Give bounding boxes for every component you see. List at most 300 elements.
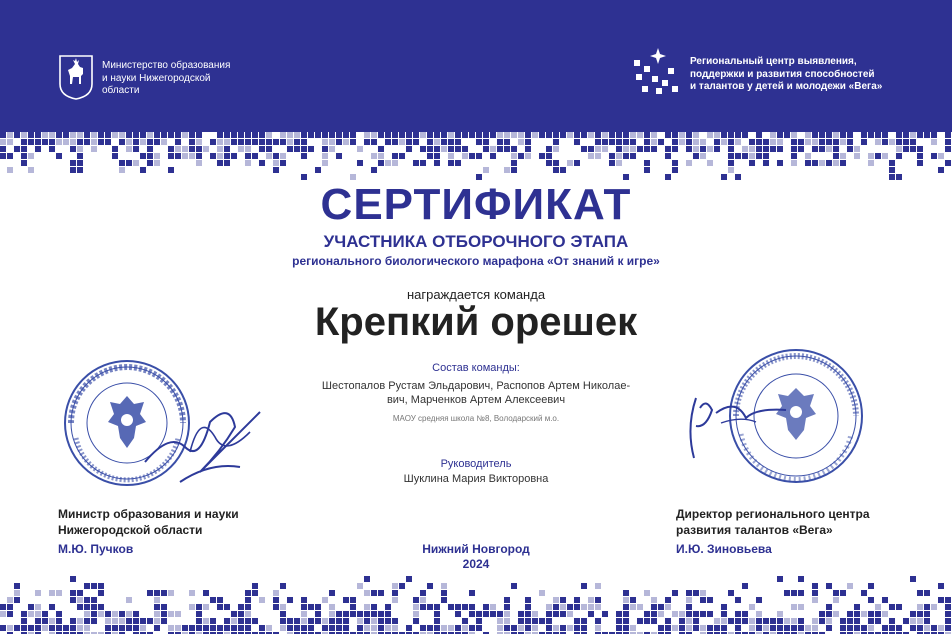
pixel-square <box>504 611 510 617</box>
pixel-square <box>889 604 895 610</box>
pixel-square <box>469 604 475 610</box>
pixel-square <box>189 153 195 159</box>
pixel-square <box>483 611 489 617</box>
pixel-square <box>49 132 55 138</box>
pixel-square <box>175 139 181 145</box>
city-name: Нижний Новгород <box>422 542 530 556</box>
pixel-square <box>406 146 412 152</box>
pixel-square <box>518 139 524 145</box>
pixel-square <box>791 146 797 152</box>
pixel-square <box>819 611 825 617</box>
pixel-square <box>84 618 90 624</box>
pixel-square <box>616 625 622 631</box>
pixel-square <box>98 132 104 138</box>
pixel-square <box>28 625 34 631</box>
pixel-square <box>644 590 650 596</box>
pixel-square <box>847 139 853 145</box>
pixel-square <box>707 611 713 617</box>
pixel-square <box>756 139 762 145</box>
pixel-square <box>175 611 181 617</box>
pixel-square <box>420 625 426 631</box>
pixel-square <box>567 604 573 610</box>
pixel-square <box>252 132 258 138</box>
pixel-square <box>686 597 692 603</box>
pixel-square <box>28 132 34 138</box>
pixel-square <box>175 146 181 152</box>
pixel-square <box>217 625 223 631</box>
pixel-square <box>525 139 531 145</box>
pixel-square <box>161 590 167 596</box>
pixel-square <box>315 611 321 617</box>
pixel-square <box>203 604 209 610</box>
pixel-square <box>84 583 90 589</box>
pixel-square <box>511 146 517 152</box>
pixel-square <box>301 132 307 138</box>
pixel-square <box>693 590 699 596</box>
pixel-square <box>728 139 734 145</box>
pixel-square <box>896 604 902 610</box>
pixel-square <box>7 167 13 173</box>
pixel-square <box>322 597 328 603</box>
pixel-square <box>875 153 881 159</box>
pixel-square <box>112 611 118 617</box>
pixel-square <box>889 625 895 631</box>
pixel-square <box>469 590 475 596</box>
right-signatory-title <box>676 506 870 538</box>
pixel-square <box>308 604 314 610</box>
pixel-square <box>749 618 755 624</box>
pixel-square <box>392 618 398 624</box>
pixel-square <box>182 146 188 152</box>
pixel-square <box>70 597 76 603</box>
pixel-square <box>742 583 748 589</box>
pixel-square <box>798 618 804 624</box>
pixel-square <box>574 604 580 610</box>
pixel-square <box>483 604 489 610</box>
pixel-square <box>602 611 608 617</box>
pixel-square <box>357 625 363 631</box>
vega-logo-block <box>632 46 882 96</box>
pixel-square <box>553 611 559 617</box>
pixel-square <box>77 139 83 145</box>
pixel-square <box>728 146 734 152</box>
pixel-square <box>525 611 531 617</box>
pixel-square <box>140 618 146 624</box>
pixel-square <box>70 146 76 152</box>
pixel-square <box>154 590 160 596</box>
pixel-square <box>343 139 349 145</box>
pixel-square <box>651 146 657 152</box>
pixel-square <box>812 160 818 166</box>
pixel-square <box>70 160 76 166</box>
pixel-square <box>56 153 62 159</box>
pixel-square <box>7 139 13 145</box>
team-name: Крепкий орешек <box>314 300 638 344</box>
pixel-square <box>749 153 755 159</box>
pixel-square <box>350 611 356 617</box>
pixel-square <box>252 618 258 624</box>
pixel-square <box>322 618 328 624</box>
pixel-square <box>623 618 629 624</box>
pixel-square <box>679 618 685 624</box>
pixel-square <box>693 625 699 631</box>
pixel-square <box>833 132 839 138</box>
pixel-square <box>98 611 104 617</box>
pixel-square <box>595 618 601 624</box>
pixel-square <box>126 132 132 138</box>
pixel-square <box>896 139 902 145</box>
pixel-square <box>819 146 825 152</box>
pixel-square <box>903 618 909 624</box>
pixel-square <box>917 625 923 631</box>
pixel-square <box>392 583 398 589</box>
pixel-square <box>266 625 272 631</box>
pixel-square <box>777 146 783 152</box>
pixel-square <box>833 139 839 145</box>
pixel-square <box>637 132 643 138</box>
pixel-square <box>126 160 132 166</box>
pixel-square <box>490 146 496 152</box>
pixel-square <box>518 132 524 138</box>
pixel-square <box>917 132 923 138</box>
pixel-square <box>840 139 846 145</box>
pixel-square <box>224 146 230 152</box>
pixel-square <box>812 590 818 596</box>
certificate-title: СЕРТИФИКАТ <box>320 180 632 229</box>
pixel-square <box>28 153 34 159</box>
pixel-square <box>469 625 475 631</box>
pixel-square <box>630 604 636 610</box>
pixel-square <box>434 604 440 610</box>
pixel-square <box>287 618 293 624</box>
pixel-square <box>546 160 552 166</box>
pixel-square <box>525 146 531 152</box>
pixel-square <box>644 132 650 138</box>
pixel-square <box>371 167 377 173</box>
pixel-square <box>259 139 265 145</box>
pixel-square <box>721 604 727 610</box>
pixel-square <box>749 625 755 631</box>
pixel-square <box>413 132 419 138</box>
pixel-square <box>336 625 342 631</box>
pixel-square <box>609 153 615 159</box>
issue-year: 2024 <box>462 557 490 571</box>
pixel-square <box>868 132 874 138</box>
pixel-square <box>301 139 307 145</box>
pixel-square <box>553 625 559 631</box>
pixel-square <box>245 597 251 603</box>
pixel-square <box>497 618 503 624</box>
pixel-square <box>511 625 517 631</box>
pixel-square <box>728 590 734 596</box>
pixel-square <box>154 160 160 166</box>
pixel-square <box>777 132 783 138</box>
pixel-square <box>798 576 804 582</box>
pixel-square <box>245 604 251 610</box>
pixel-square <box>854 618 860 624</box>
pixel-square <box>231 153 237 159</box>
pixel-square <box>763 146 769 152</box>
pixel-square <box>819 160 825 166</box>
pixel-square <box>0 611 6 617</box>
pixel-square <box>826 132 832 138</box>
pixel-square <box>294 139 300 145</box>
pixel-square <box>175 625 181 631</box>
pixel-square <box>42 625 48 631</box>
pixel-square <box>483 132 489 138</box>
pixel-square <box>406 576 412 582</box>
pixel-square <box>336 139 342 145</box>
pixel-square <box>826 146 832 152</box>
pixel-square <box>623 139 629 145</box>
pixel-square <box>217 153 223 159</box>
pixel-square <box>588 146 594 152</box>
pixel-square <box>686 611 692 617</box>
pixel-square <box>469 611 475 617</box>
ministry-logo-block <box>58 54 230 100</box>
pixel-square <box>217 160 223 166</box>
pixel-square <box>14 597 20 603</box>
pixel-square <box>798 590 804 596</box>
pixel-square <box>70 625 76 631</box>
pixel-square <box>868 597 874 603</box>
pixel-square <box>280 611 286 617</box>
pixel-square <box>882 153 888 159</box>
pixel-square <box>595 604 601 610</box>
pixel-square <box>616 132 622 138</box>
pixel-square <box>700 153 706 159</box>
pixel-square <box>833 597 839 603</box>
pixel-square <box>763 153 769 159</box>
pixel-square <box>266 146 272 152</box>
right-signatory-name: И.Ю. Зиновьева <box>676 542 772 556</box>
pixel-square <box>301 611 307 617</box>
pixel-square <box>385 139 391 145</box>
pixel-square <box>763 139 769 145</box>
pixel-square <box>196 625 202 631</box>
pixel-square <box>287 146 293 152</box>
pixel-square <box>287 139 293 145</box>
pixel-square <box>924 604 930 610</box>
pixel-square <box>70 590 76 596</box>
right-handwritten-signature-icon <box>676 388 796 468</box>
pixel-square <box>910 146 916 152</box>
pixel-square <box>574 597 580 603</box>
pixel-square <box>574 160 580 166</box>
pixel-square <box>413 604 419 610</box>
pixel-square <box>749 146 755 152</box>
pixel-square <box>252 583 258 589</box>
pixel-square <box>777 576 783 582</box>
pixel-square <box>546 604 552 610</box>
pixel-square <box>518 625 524 631</box>
vega-name-line3: и талантов у детей и молодежи «Вега» <box>690 81 883 92</box>
pixel-square <box>448 625 454 631</box>
pixel-square <box>245 625 251 631</box>
pixel-square <box>98 139 104 145</box>
pixel-square <box>308 618 314 624</box>
pixel-square <box>427 139 433 145</box>
pixel-square <box>749 139 755 145</box>
pixel-square <box>21 625 27 631</box>
pixel-square <box>266 132 272 138</box>
pixel-square <box>889 160 895 166</box>
pixel-square <box>56 139 62 145</box>
pixel-square <box>245 618 251 624</box>
pixel-square <box>91 611 97 617</box>
pixel-square <box>259 597 265 603</box>
pixel-square <box>560 611 566 617</box>
pixel-square <box>189 625 195 631</box>
pixel-square <box>945 618 951 624</box>
pixel-square <box>392 160 398 166</box>
pixel-square <box>931 625 937 631</box>
pixel-square <box>826 618 832 624</box>
pixel-square <box>826 611 832 617</box>
pixel-square <box>791 625 797 631</box>
vega-name-line2: поддержки и развития способностей <box>690 68 875 80</box>
pixel-square <box>210 139 216 145</box>
pixel-square <box>28 611 34 617</box>
pixel-square <box>245 611 251 617</box>
pixel-square <box>126 618 132 624</box>
pixel-square <box>623 597 629 603</box>
pixel-square <box>931 604 937 610</box>
pixel-square <box>238 132 244 138</box>
pixel-square <box>315 604 321 610</box>
pixel-square <box>672 611 678 617</box>
pixel-square <box>420 132 426 138</box>
pixel-square <box>854 625 860 631</box>
pixel-border-bottom <box>0 562 952 634</box>
pixel-square <box>777 625 783 631</box>
pixel-square <box>742 146 748 152</box>
pixel-square <box>686 146 692 152</box>
pixel-square <box>938 153 944 159</box>
pixel-square <box>889 167 895 173</box>
pixel-square <box>525 618 531 624</box>
pixel-square <box>819 618 825 624</box>
pixel-square <box>35 625 41 631</box>
pixel-square <box>595 597 601 603</box>
pixel-square <box>112 146 118 152</box>
pixel-square <box>301 604 307 610</box>
pixel-square <box>413 597 419 603</box>
pixel-square <box>49 625 55 631</box>
pixel-square <box>735 132 741 138</box>
pixel-square <box>98 590 104 596</box>
pixel-square <box>490 132 496 138</box>
pixel-square <box>798 139 804 145</box>
pixel-square <box>287 625 293 631</box>
pixel-square <box>847 611 853 617</box>
pixel-square <box>105 625 111 631</box>
pixel-square <box>539 153 545 159</box>
pixel-square <box>875 604 881 610</box>
pixel-square <box>791 590 797 596</box>
pixel-square <box>910 576 916 582</box>
pixel-square <box>756 597 762 603</box>
pixel-square <box>679 611 685 617</box>
pixel-square <box>651 132 657 138</box>
pixel-square <box>511 153 517 159</box>
pixel-square <box>805 160 811 166</box>
pixel-square <box>462 132 468 138</box>
pixel-square <box>322 625 328 631</box>
pixel-square <box>910 611 916 617</box>
pixel-square <box>77 590 83 596</box>
pixel-square <box>623 132 629 138</box>
pixel-square <box>868 583 874 589</box>
pixel-square <box>455 611 461 617</box>
right-signatory-title-line1: Директор регионального центра <box>676 507 870 521</box>
pixel-square <box>707 132 713 138</box>
leader-name: Шуклина Мария Викторовна <box>403 473 549 485</box>
pixel-square <box>868 611 874 617</box>
pixel-square <box>392 625 398 631</box>
pixel-square <box>742 153 748 159</box>
pixel-square <box>483 139 489 145</box>
pixel-square <box>945 597 951 603</box>
pixel-square <box>833 153 839 159</box>
pixel-square <box>294 132 300 138</box>
pixel-square <box>546 625 552 631</box>
pixel-square <box>945 625 951 631</box>
pixel-square <box>63 625 69 631</box>
pixel-square <box>588 153 594 159</box>
pixel-square <box>644 167 650 173</box>
pixel-square <box>280 153 286 159</box>
pixel-square <box>903 139 909 145</box>
pixel-square <box>364 132 370 138</box>
pixel-square <box>161 604 167 610</box>
pixel-square <box>49 139 55 145</box>
pixel-square <box>721 625 727 631</box>
pixel-square <box>945 160 951 166</box>
pixel-square <box>0 153 6 159</box>
pixel-square <box>154 153 160 159</box>
pixel-square <box>546 132 552 138</box>
pixel-square <box>133 146 139 152</box>
pixel-square <box>798 625 804 631</box>
pixel-square <box>105 139 111 145</box>
pixel-square <box>434 153 440 159</box>
pixel-square <box>749 160 755 166</box>
pixel-square <box>924 590 930 596</box>
pixel-square <box>567 132 573 138</box>
pixel-square <box>84 597 90 603</box>
pixel-square <box>882 611 888 617</box>
pixel-square <box>147 160 153 166</box>
pixel-square <box>273 604 279 610</box>
pixel-square <box>238 146 244 152</box>
pixel-square <box>392 132 398 138</box>
pixel-square <box>924 132 930 138</box>
leader-label: Руководитель <box>440 458 512 470</box>
pixel-square <box>917 618 923 624</box>
pixel-square <box>567 160 573 166</box>
pixel-square <box>686 132 692 138</box>
pixel-square <box>245 132 251 138</box>
pixel-square <box>378 132 384 138</box>
pixel-square <box>280 604 286 610</box>
pixel-square <box>154 604 160 610</box>
pixel-square <box>679 132 685 138</box>
pixel-square <box>588 611 594 617</box>
pixel-square <box>665 132 671 138</box>
pixel-square <box>532 132 538 138</box>
pixel-square <box>448 604 454 610</box>
